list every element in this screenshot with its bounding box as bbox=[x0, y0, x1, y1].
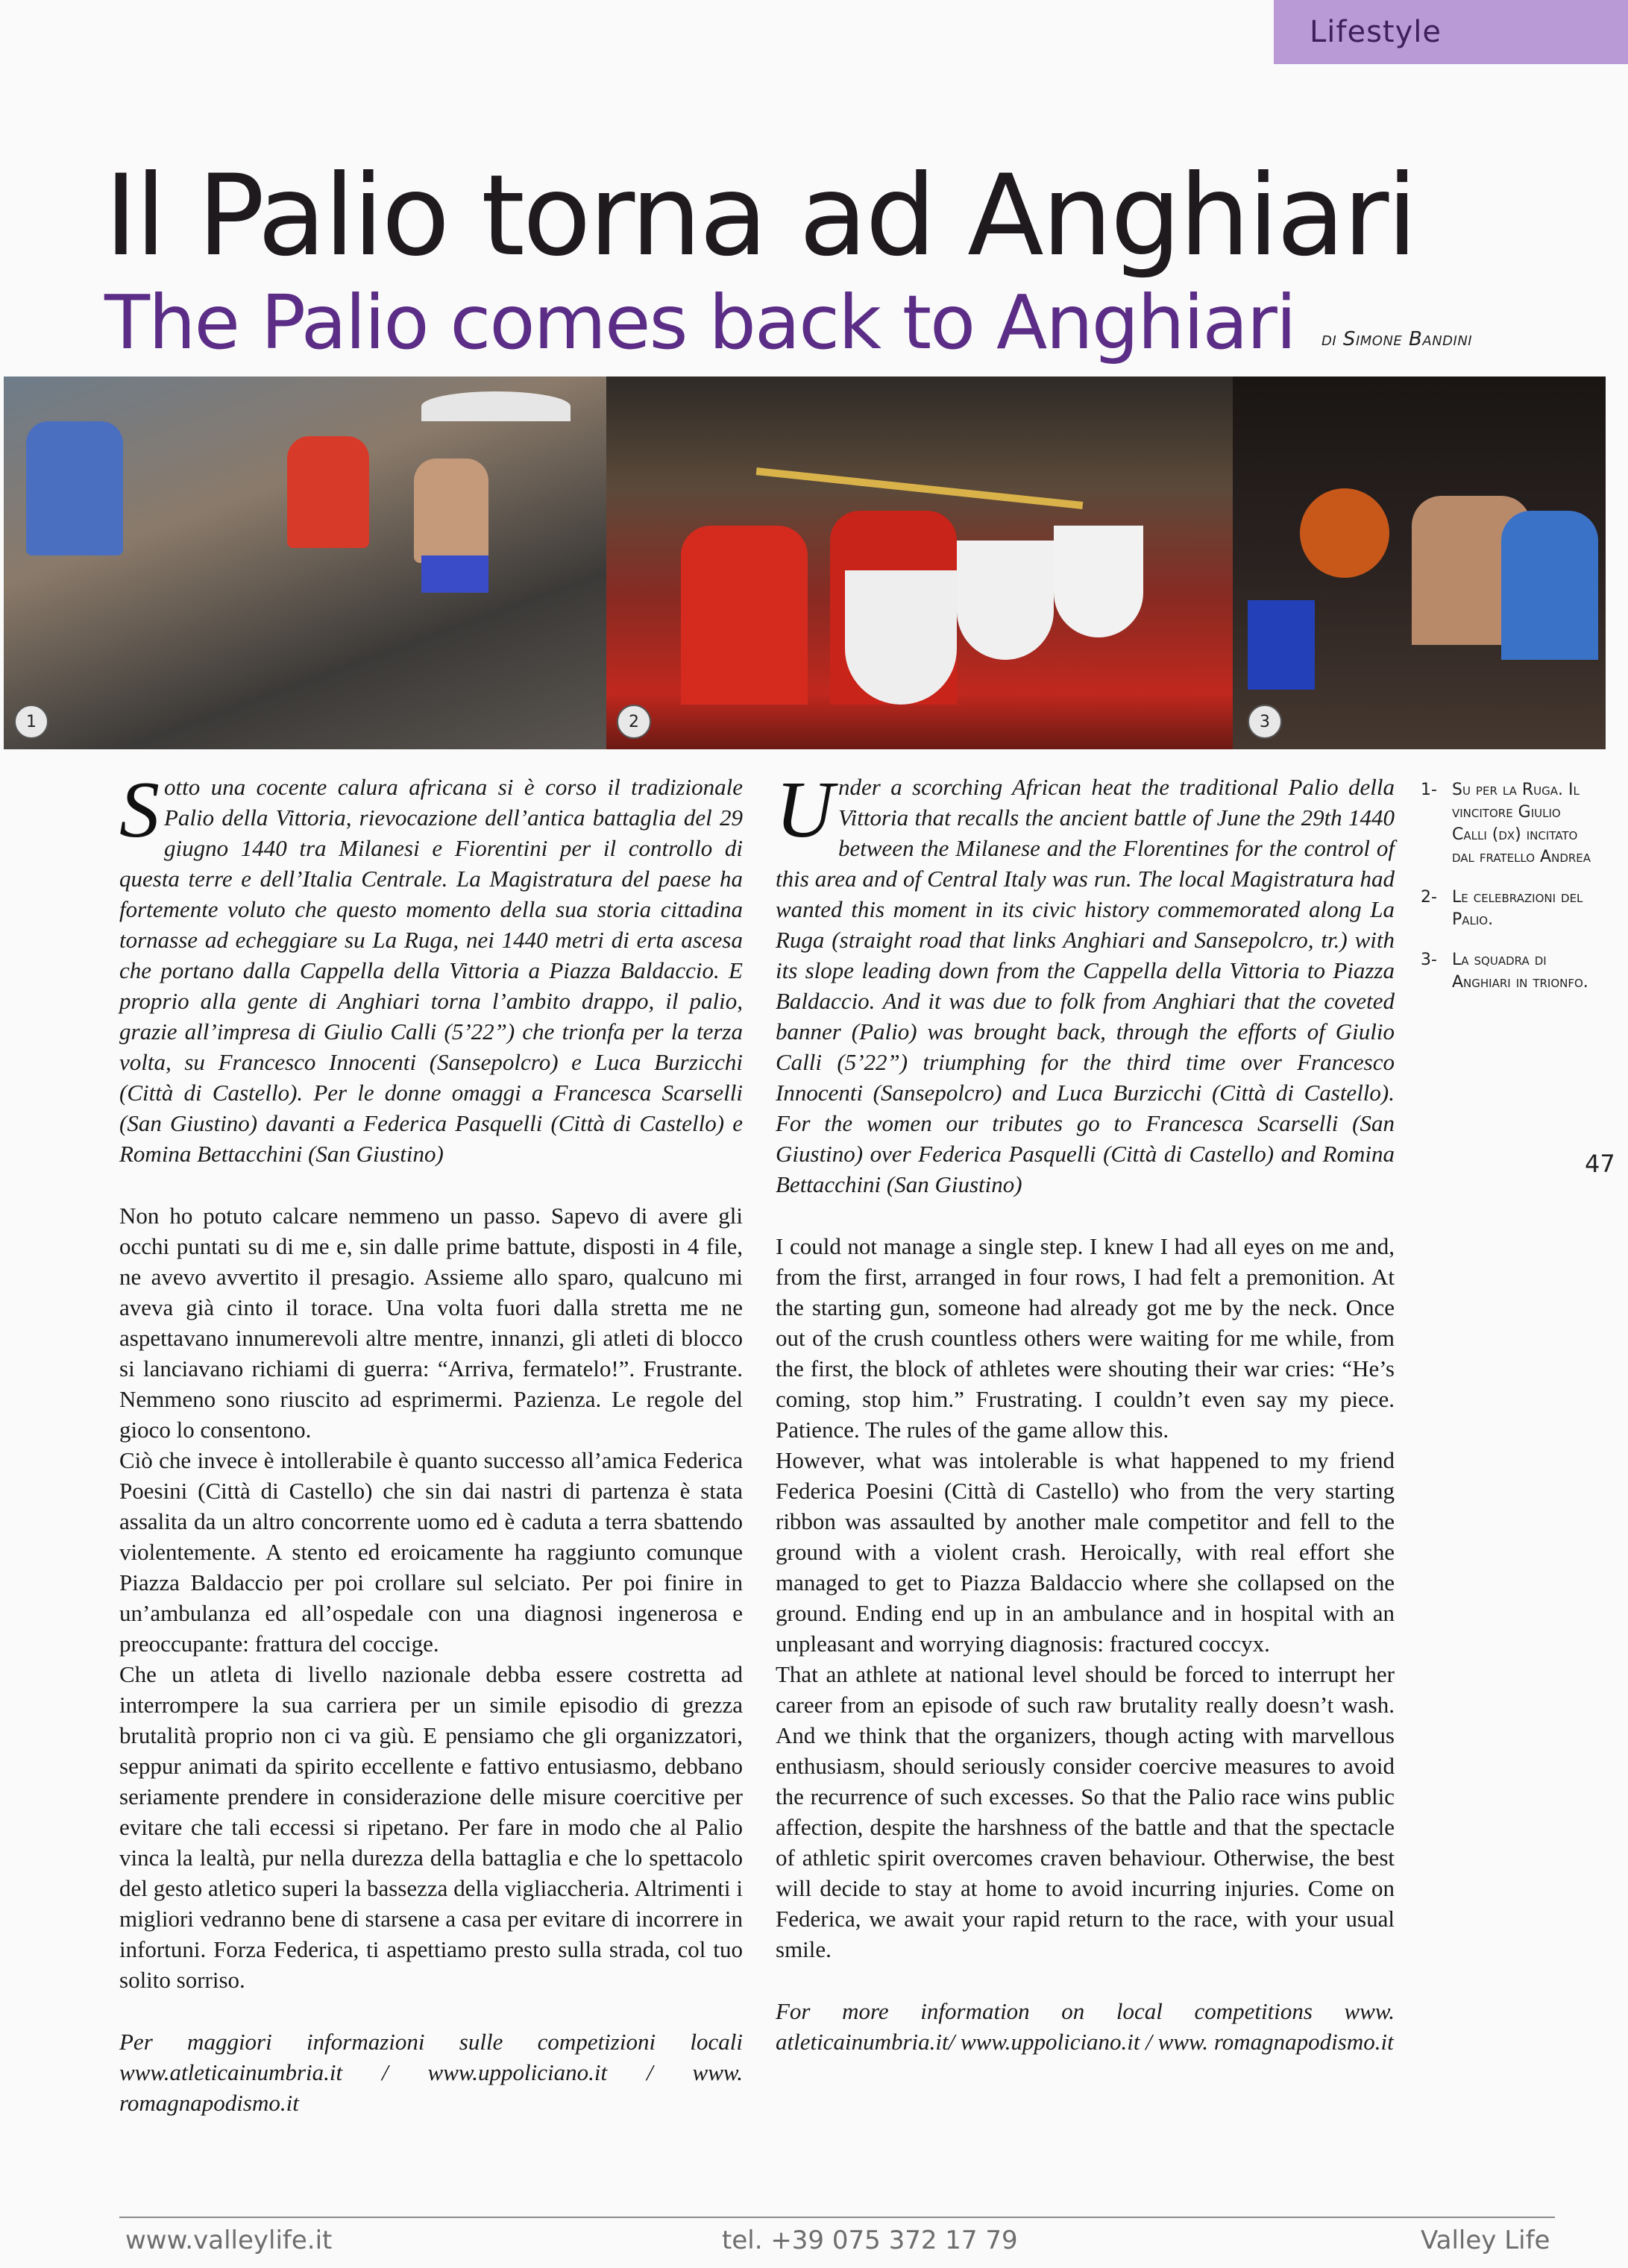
photo-number-1: 1 bbox=[14, 705, 48, 739]
byline: di Simone Bandini bbox=[1321, 328, 1473, 350]
paragraph-english-3: That an athlete at national level should be forced to interrupt her career from an episode of such raw brutality really doesn’t wash. And we think that the organizers, though acting with marvellous enthusiasm, should seriously consider coercive measures to avoid the recurrence of such excesses. So that the Palio race wins public affection, despite the harshness of the battle and that the spectacle of athletic spirit overcomes craven behaviour. Otherwise, the best will decide to stay at home to avoid incurring injuries. Come on Federica, we await your rapid return to the race, with your usual smile. bbox=[776, 1661, 1395, 1962]
more-info-english: For more information on local competitions www. atleticainumbria.it/ www.uppoliciano.it / www. romagnapodismo.it bbox=[776, 1998, 1395, 2055]
photo-number-2: 2 bbox=[617, 705, 651, 739]
article-column-italian bbox=[119, 766, 743, 2118]
photo-trumpeters bbox=[606, 377, 1233, 749]
page-number: 47 bbox=[1585, 1150, 1615, 1178]
paragraph-english-1: I could not manage a single step. I knew I had all eyes on me and, from the first, arranged in four rows, I had felt a premonition. At the starting gun, someone had already got me by the neck. Once out of the crush countless others were waiting for me while, from the first, the block of athletes were shouting their war cries: “He’s coming, stop him.” Frustrating. I couldn’t even say my piece. Patience. The rules of the game allow this. bbox=[776, 1233, 1395, 1443]
photo-strip bbox=[4, 377, 1606, 749]
photo-team bbox=[1233, 377, 1606, 749]
dropcap-english: U bbox=[776, 766, 834, 854]
title-english: The Palio comes back to Anghiari bbox=[104, 279, 1295, 366]
title-italian: Il Palio torna ad Anghiari bbox=[104, 151, 1416, 281]
caption-number: 3- bbox=[1421, 951, 1437, 969]
footer-magazine-name: Valley Life bbox=[1421, 2226, 1550, 2255]
intro-italian bbox=[119, 766, 743, 1169]
footer-phone: tel. +39 075 372 17 79 bbox=[722, 2226, 1018, 2255]
intro-italian-text: otto una cocente calura africana si è corso il tradizionale Palio della Vittoria, rievocazione dell’antica battaglia del 29 giugno 1440 tra Milanesi e Fiorentini per il controllo di questa terre e dell’Italia Centrale. La Magistratura del paese ha fortemente voluto che questo momento della sua storia cittadina tornasse ad echeggiare su La Ruga, nei 1440 metri di erta ascesa che portano dalla Cappella della Vittoria a Piazza Baldaccio. E proprio alla gente di Anghiari torna l’ambito drappo, il palio, grazie all’impresa di Giulio Calli (5’22”) che trionfa per la terza volta, su Francesco Innocenti (Sansepolcro) e Luca Burzicchi (Città di Castello). Per le donne omaggi a Francesca Scarselli (San Giustino) davanti a Federica Pasquelli (Città di Castello) e Romina Bettacchini (San Giustino) bbox=[119, 774, 743, 1167]
photo-number-3: 3 bbox=[1248, 705, 1282, 739]
dropcap-italian: S bbox=[119, 766, 160, 854]
paragraph-italian-2: Ciò che invece è intollerabile è quanto successo all’amica Federica Poesini (Città di Castello) che sin dai nastri di partenza è stata assalita da un altro concorrente uomo ed è caduta a terra sbattendo violentemente. A stento ed eroicamente ha raggiunto comunque Piazza Baldaccio per poi crollare sul selciato. Per poi finire in un’ambulanza ed all’ospedale con una diagnosi ingenerosa e preoccupante: frattura del coccige. bbox=[119, 1447, 743, 1657]
intro-english bbox=[776, 766, 1395, 1200]
section-tag: Lifestyle bbox=[1274, 0, 1628, 64]
caption-number: 1- bbox=[1421, 781, 1437, 799]
caption-2 bbox=[1421, 886, 1600, 931]
article-column-english bbox=[776, 766, 1395, 2057]
caption-text: La squadra di Anghiari in trionfo. bbox=[1452, 951, 1588, 992]
caption-3 bbox=[1421, 949, 1600, 994]
intro-english-text: nder a scorching African heat the traditional Palio della Vittoria that recalls the ancient battle of June the 29th 1440 between the Milanese and the Florentines for the control of this area and of Central Italy was run. The local Magistratura had wanted this moment in its civic history commemorated along La Ruga (straight road that links Anghiari and Sansepolcro, tr.) with its slope leading down from the Cappella della Vittoria to Piazza Baldaccio. And it was due to folk from Anghiari that the coveted banner (Palio) was brought back, through the efforts of Giulio Calli (5’22”) triumphing for the third time over Francesco Innocenti (Sansepolcro) and Luca Burzicchi (Città di Castello). For the women our tributes go to Francesca Scarselli (San Giustino) over Federica Pasquelli (Città di Castello) and Romina Bettacchini (San Giustino) bbox=[776, 774, 1395, 1197]
more-info-italian: Per maggiori informazioni sulle competizioni locali www.atleticainumbria.it / www.uppoliciano.it / www. romagnapodismo.it bbox=[119, 2029, 743, 2116]
paragraph-italian-3: Che un atleta di livello nazionale debba essere costretta ad interrompere la sua carriera per un simile episodio di grezza brutalità proprio non ci va giù. E pensiamo che gli organizzatori, seppur animati da spirito eccellente e fattivo entusiasmo, debbano seriamente prendere in considerazione delle misure coercitive per evitare che tali eccessi si ripetano. Per fare in modo che al Palio vinca la lealtà, pur nella durezza della battaglia e che lo spettacolo del gesto atletico superi la bassezza della vigliaccheria. Altrimenti i migliori vedranno bene di starsene a casa per evitare di incorrere in infortuni. Forza Federica, ti aspettiamo presto sulla strada, col tuo solito sorriso. bbox=[119, 1661, 743, 1993]
footer-divider bbox=[119, 2217, 1555, 2218]
caption-text: Su per la Ruga. Il vincitore Giulio Calli (dx) incitato dal fratello Andrea bbox=[1452, 781, 1591, 866]
photo-captions bbox=[1421, 779, 1600, 1012]
photo-runners bbox=[4, 377, 606, 749]
caption-text: Le celebrazioni del Palio. bbox=[1452, 888, 1583, 929]
caption-number: 2- bbox=[1421, 888, 1437, 907]
paragraph-english-2: However, what was intolerable is what happened to my friend Federica Poesini (Città di Castello) who from the very starting ribbon was assaulted by another male competitor and fell to the ground with a violent crash. Heroically, with real effort she managed to get to Piazza Baldaccio where she collapsed on the ground. Ending end up in an ambulance and in hospital with an unpleasant and worrying diagnosis: fractured coccyx. bbox=[776, 1447, 1395, 1657]
footer-website: www.valleylife.it bbox=[125, 2226, 333, 2255]
paragraph-italian-1: Non ho potuto calcare nemmeno un passo. Sapevo di avere gli occhi puntati su di me e, sin dalle prime battute, disposti in 4 file, ne avevo avvertito il presagio. Assieme allo sparo, qualcuno mi aveva già cinto il torace. Una volta fuori dalla stretta me ne aspettavano innumerevoli altre mentre, innanzi, gli atleti di blocco si lanciavano richiami di guerra: “Arriva, fermatelo!”. Frustrante. Nemmeno sono riuscito ad esprimermi. Pazienza. Le regole del gioco lo consentono. bbox=[119, 1203, 743, 1443]
caption-1 bbox=[1421, 779, 1600, 869]
